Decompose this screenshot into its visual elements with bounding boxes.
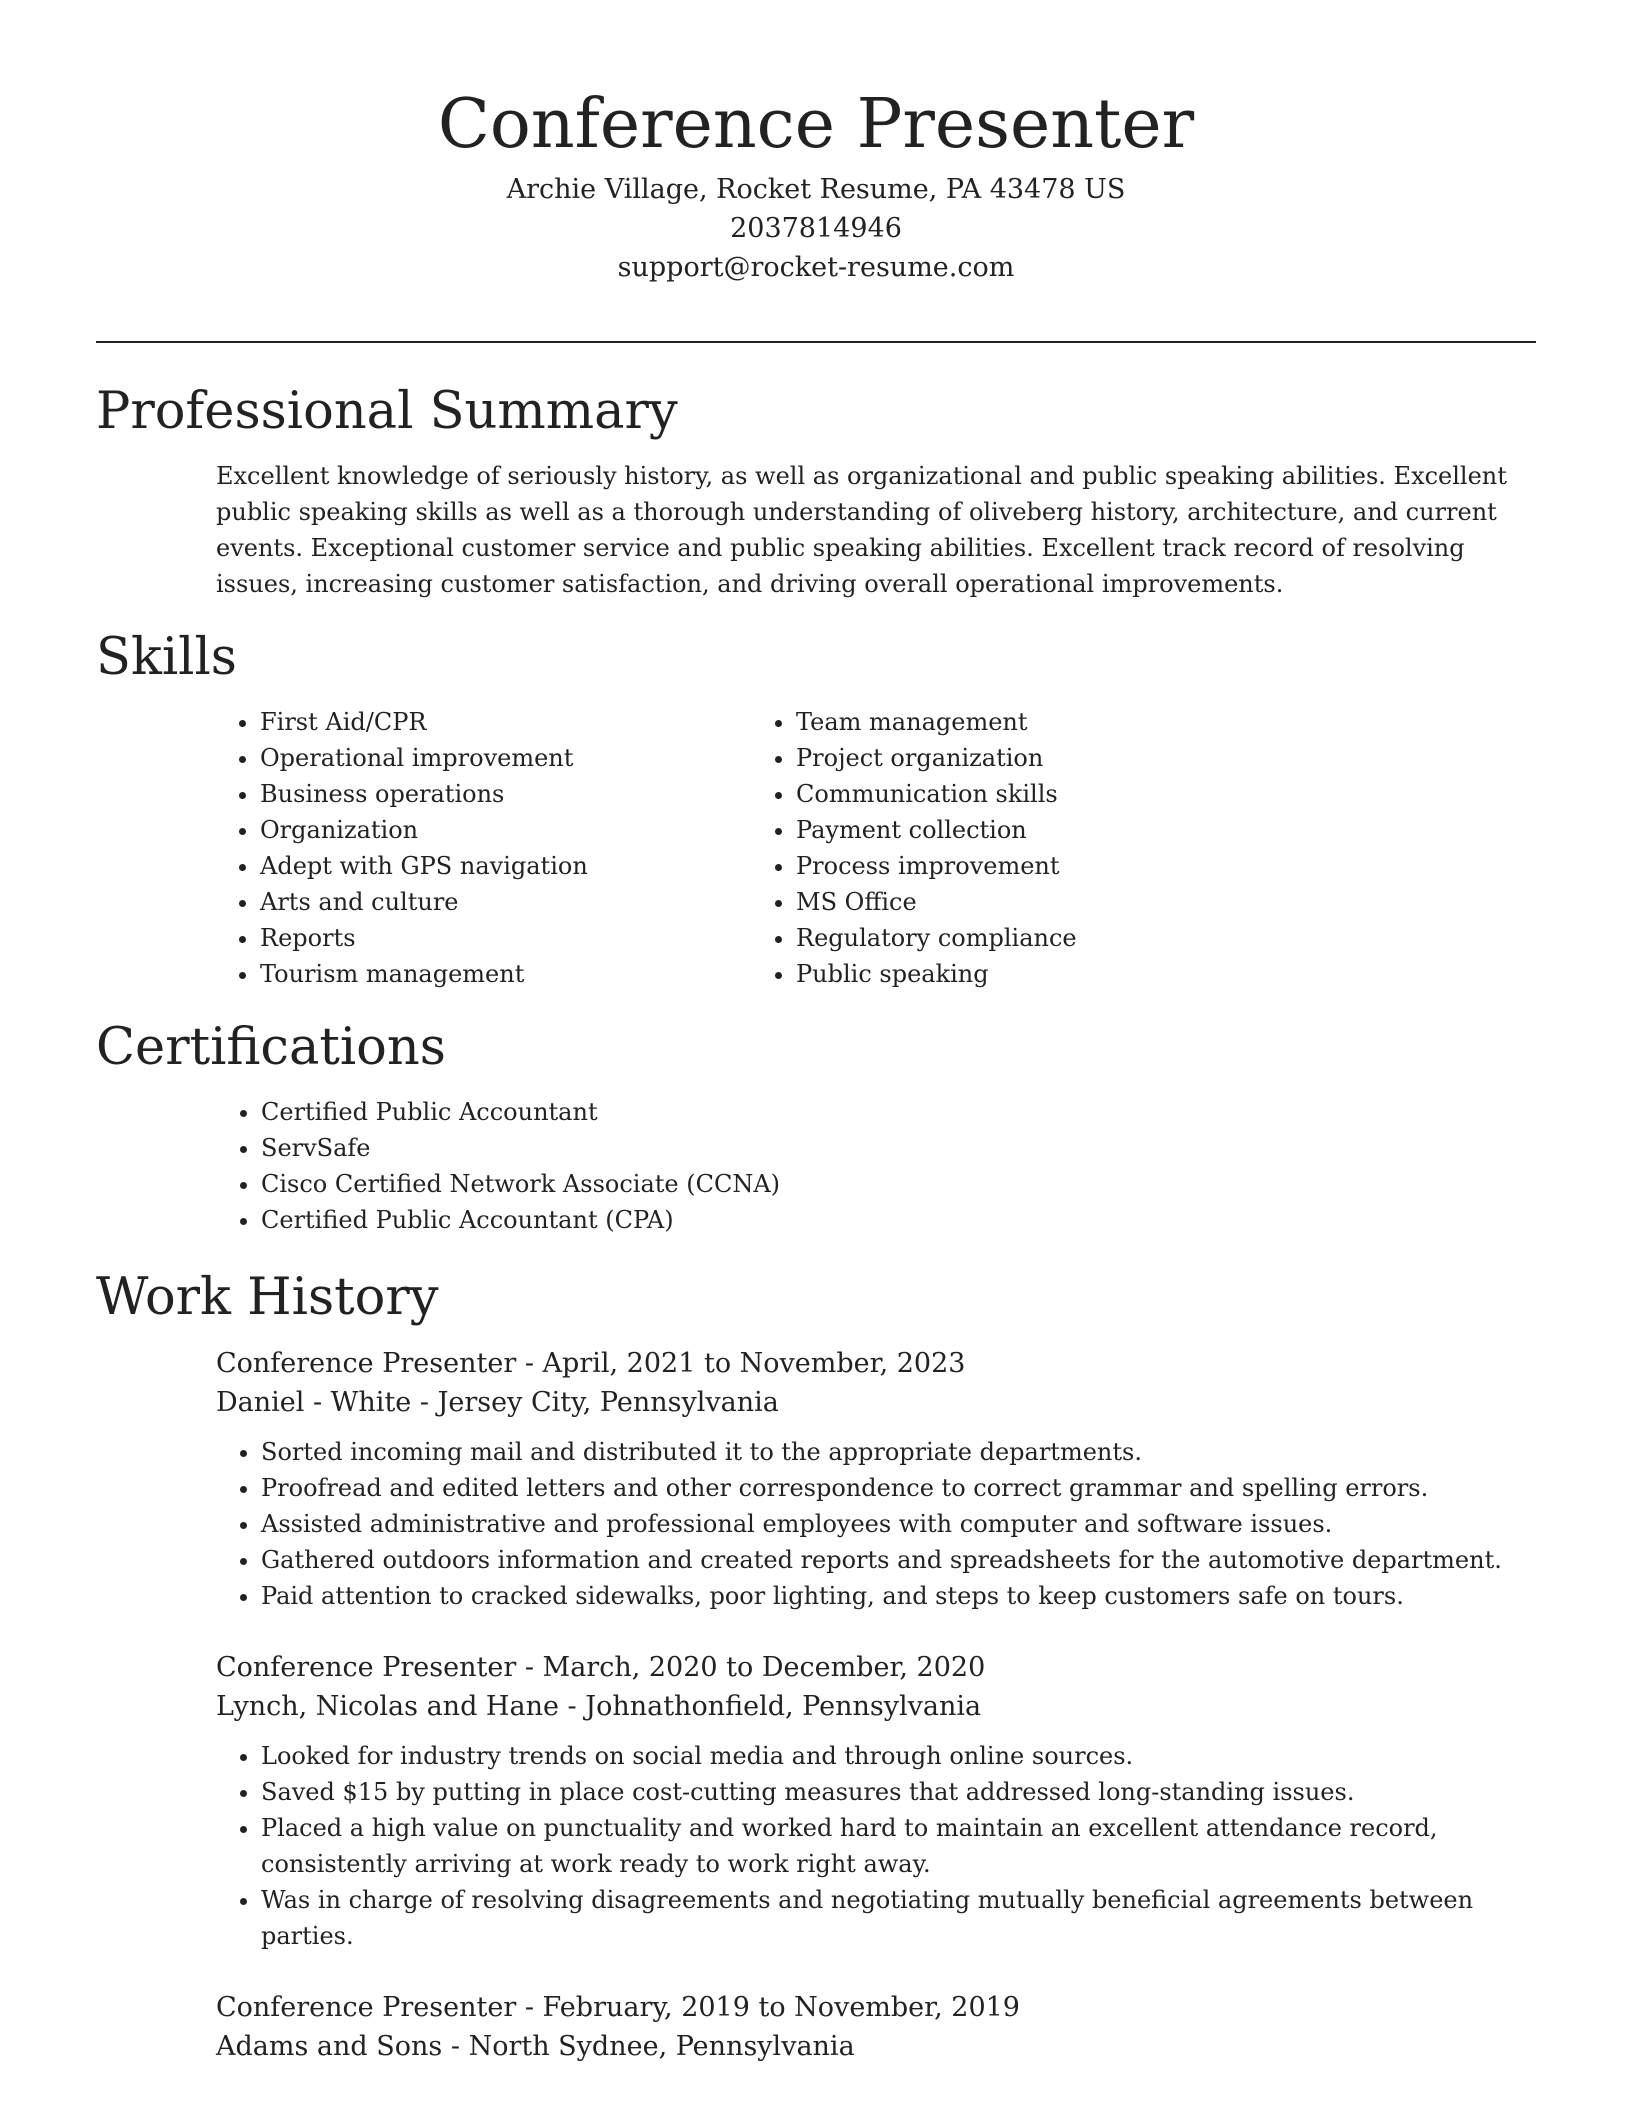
skills-list-left (96, 704, 910, 992)
job-entry (216, 1988, 1536, 2066)
skill-item: • Regulatory compliance (796, 920, 1296, 956)
skill-item: • Team management (796, 704, 1296, 740)
skill-item: • Tourism management (260, 956, 910, 992)
email: support@rocket-resume.com (617, 252, 1015, 283)
skill-item: • Communication skills (796, 776, 1296, 812)
job-entry (216, 1648, 1536, 1954)
skill-item: • Organization (260, 812, 910, 848)
skill-item: • First Aid/CPR (260, 704, 910, 740)
job-entry (216, 1344, 1536, 1614)
candidate-name: Conference Presenter (437, 85, 1195, 164)
phone: 2037814946 (730, 213, 902, 244)
job-duty: • Saved $15 by putting in place cost-cutting measures that addressed long-standing issues. (261, 1774, 1536, 1810)
job-duty: • Gathered outdoors information and created reports and spreadsheets for the automotive department. (261, 1542, 1536, 1578)
job-duty: • Placed a high value on punctuality and worked hard to maintain an excellent attendance record, consistently arriving at work ready to work right away. (261, 1810, 1536, 1882)
job-dates: April, 2021 to November, 2023 (542, 1348, 966, 1379)
job-title-line: Conference Presenter - February, 2019 to November, 2019 (216, 1992, 1020, 2023)
skills-list-right (796, 704, 1296, 992)
skill-item: • Process improvement (796, 848, 1296, 884)
resume-header (0, 0, 1632, 287)
certification-item: • Cisco Certified Network Associate (CCNA) (261, 1166, 1536, 1202)
work-history-heading: Work History (96, 1268, 439, 1327)
header-divider (96, 341, 1536, 343)
job-duty: • Was in charge of resolving disagreements and negotiating mutually beneficial agreements between parties. (261, 1882, 1536, 1954)
skill-item: • Operational improvement (260, 740, 910, 776)
job-dates: March, 2020 to December, 2020 (542, 1652, 986, 1683)
skills-columns (96, 704, 1536, 992)
job-company-line: Lynch, Nicolas and Hane - Johnathonfield, Pennsylvania (216, 1691, 982, 1722)
job-dates: February, 2019 to November, 2019 (542, 1992, 1020, 2023)
certifications-list (96, 1094, 1536, 1238)
certifications-heading: Certifications (96, 1018, 446, 1077)
skill-item: • Reports (260, 920, 910, 956)
skills-heading: Skills (96, 628, 237, 687)
job-location: Johnathonfield, Pennsylvania (585, 1691, 982, 1722)
job-duty: • Looked for industry trends on social media and through online sources. (261, 1738, 1536, 1774)
job-company-line: Daniel - White - Jersey City, Pennsylvania (216, 1387, 779, 1418)
job-title: Conference Presenter (216, 1652, 517, 1683)
job-title-line: Conference Presenter - March, 2020 to December, 2020 (216, 1652, 986, 1683)
job-title: Conference Presenter (216, 1348, 517, 1379)
job-duty: • Sorted incoming mail and distributed it to the appropriate departments. (261, 1434, 1536, 1470)
resume-content (96, 380, 1536, 2078)
summary-heading: Professional Summary (96, 382, 678, 441)
job-duties-list (216, 1738, 1536, 1954)
skill-item: • MS Office (796, 884, 1296, 920)
certification-item: • Certified Public Accountant (261, 1094, 1536, 1130)
job-company: Daniel - White (216, 1387, 412, 1418)
job-company: Lynch, Nicolas and Hane (216, 1691, 559, 1722)
job-location: Jersey City, Pennsylvania (437, 1387, 779, 1418)
summary-text: Excellent knowledge of seriously history, as well as organizational and public speaking abilities. Excellent public speaking skills as well as a thorough understanding of oliveberg history, architecture, and current events. Exceptional customer service and public speaking abilities. Excellent track record of resolving issues, increasing customer satisfaction, and driving overall operational improvements. (216, 462, 1507, 598)
summary-section (96, 380, 1536, 602)
job-title: Conference Presenter (216, 1992, 517, 2023)
job-duties-list (216, 1434, 1536, 1614)
job-duty: • Assisted administrative and professional employees with computer and software issues. (261, 1506, 1536, 1542)
skill-item: • Arts and culture (260, 884, 910, 920)
skill-item: • Project organization (796, 740, 1296, 776)
job-company: Adams and Sons (216, 2031, 443, 2062)
skill-item: • Adept with GPS navigation (260, 848, 910, 884)
address: Archie Village, Rocket Resume, PA 43478 US (506, 174, 1126, 205)
job-location: North Sydnee, Pennsylvania (468, 2031, 855, 2062)
work-history-section (96, 1266, 1536, 2066)
job-duty: • Proofread and edited letters and other correspondence to correct grammar and spelling errors. (261, 1470, 1536, 1506)
skill-item: • Public speaking (796, 956, 1296, 992)
job-duty: • Paid attention to cracked sidewalks, poor lighting, and steps to keep customers safe on tours. (261, 1578, 1536, 1614)
skill-item: • Payment collection (796, 812, 1296, 848)
certification-item: • Certified Public Accountant (CPA) (261, 1202, 1536, 1238)
certification-item: • ServSafe (261, 1130, 1536, 1166)
skills-section (96, 626, 1536, 992)
certifications-section (96, 1016, 1536, 1238)
job-title-line: Conference Presenter - April, 2021 to November, 2023 (216, 1348, 966, 1379)
job-company-line: Adams and Sons - North Sydnee, Pennsylvania (216, 2031, 855, 2062)
skill-item: • Business operations (260, 776, 910, 812)
